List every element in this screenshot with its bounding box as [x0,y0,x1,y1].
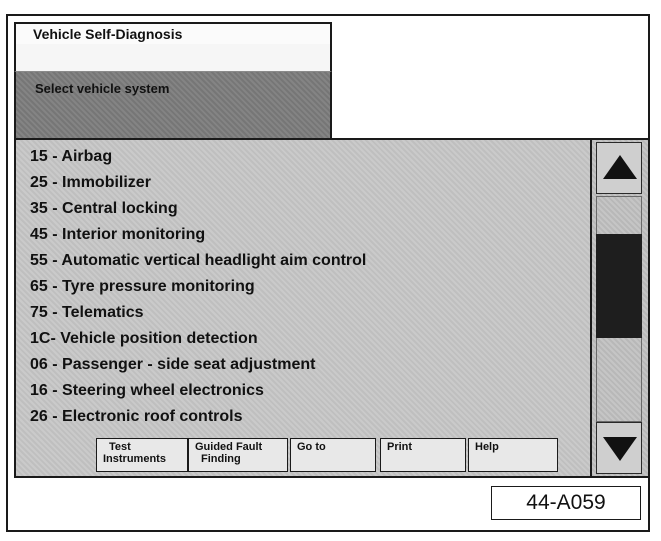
list-item-headlight-aim-control[interactable]: 55 - Automatic vertical headlight aim control [30,252,367,269]
test-instruments-label-1: Test [109,441,131,453]
system-list [16,140,590,430]
help-button[interactable] [468,438,558,472]
scroll-up-button[interactable] [596,142,642,194]
guided-fault-finding-label-2: Finding [201,453,241,465]
list-item-tyre-pressure-monitoring[interactable]: 65 - Tyre pressure monitoring [30,278,255,295]
triangle-up-icon [601,153,639,183]
print-button[interactable] [380,438,466,472]
diagnosis-window [6,14,650,532]
system-list-panel [14,138,592,478]
subtitle-area [14,44,332,72]
select-system-banner: Select vehicle system [14,72,332,138]
list-item-vehicle-position-detection[interactable]: 1C- Vehicle position detection [30,330,258,347]
list-item-interior-monitoring[interactable]: 45 - Interior monitoring [30,226,206,243]
guided-fault-finding-button[interactable] [188,438,288,472]
scroll-down-button[interactable] [596,422,642,474]
window-title: Vehicle Self-Diagnosis [14,22,332,46]
triangle-down-icon [601,433,639,463]
list-item-steering-wheel-electronics[interactable]: 16 - Steering wheel electronics [30,382,264,399]
test-instruments-label-2: Instruments [103,453,166,465]
list-item-passenger-seat-adjustment[interactable]: 06 - Passenger - side seat adjustment [30,356,316,373]
guided-fault-finding-label-1: Guided Fault [195,441,263,453]
list-item-airbag[interactable]: 15 - Airbag [30,148,113,165]
figure-reference-code: 44-A059 [491,486,641,520]
list-item-electronic-roof-controls[interactable]: 26 - Electronic roof controls [30,408,243,425]
go-to-label: Go to [297,441,326,453]
list-item-telematics[interactable]: 75 - Telematics [30,304,144,321]
go-to-button[interactable] [290,438,376,472]
help-label: Help [475,441,499,453]
test-instruments-button[interactable] [96,438,188,472]
list-item-central-locking[interactable]: 35 - Central locking [30,200,178,217]
scroll-thumb[interactable] [596,234,642,338]
list-item-immobilizer[interactable]: 25 - Immobilizer [30,174,151,191]
print-label: Print [387,441,413,453]
vertical-scrollbar[interactable] [592,138,650,478]
